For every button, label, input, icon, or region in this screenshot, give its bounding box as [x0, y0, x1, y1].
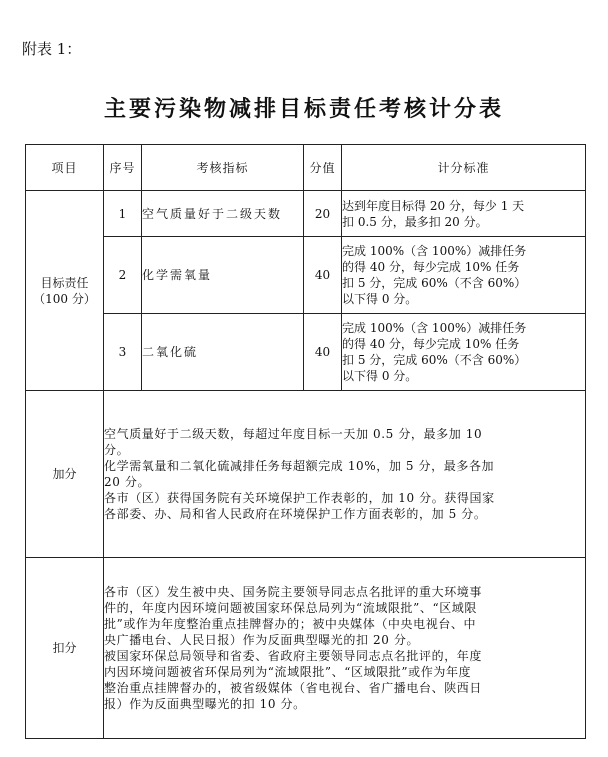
- score-cell: 40: [304, 237, 342, 314]
- indicator-cell: 化学需氧量: [142, 237, 304, 314]
- scoring-table: [25, 144, 586, 739]
- standard-cell: [342, 191, 586, 237]
- standard-line: 的得 40 分，每少完成 10% 任务: [342, 260, 520, 274]
- header-seq: 序号: [104, 145, 142, 191]
- attachment-label: 附表 1：: [22, 40, 82, 58]
- standard-line: 扣 5 分，完成 60%（不含 60%）: [342, 353, 527, 367]
- bonus-label: 加分: [26, 391, 104, 558]
- table-row: [26, 314, 586, 391]
- standard-line: 以下得 0 分。: [342, 292, 418, 306]
- goal-sub-label: （100 分）: [33, 291, 96, 306]
- standard-line: 扣 0.5 分，最多扣 20 分。: [342, 214, 488, 229]
- bonus-line: 分。: [104, 443, 130, 457]
- seq-cell: 2: [104, 237, 142, 314]
- page-title: 主要污染物减排目标责任考核计分表: [103, 96, 504, 122]
- penalty-content: [104, 558, 586, 739]
- indicator-cell: 二氧化硫: [142, 314, 304, 391]
- penalty-line: 整治重点挂牌督办的，被省级媒体（省电视台、省广播电台、陕西日: [104, 681, 483, 695]
- standard-line: 达到年度目标得 20 分，每少 1 天: [342, 198, 525, 213]
- penalty-line: 各市（区）发生被中央、国务院主要领导同志点名批评的重大环境事: [104, 585, 483, 599]
- penalty-row: [26, 558, 586, 739]
- penalty-label: 扣分: [26, 558, 104, 739]
- standard-line: 以下得 0 分。: [342, 369, 418, 383]
- header-standard: 计分标准: [342, 145, 586, 191]
- goal-section-label: [26, 191, 104, 391]
- standard-line: 完成 100%（含 100%）减排任务: [342, 321, 527, 335]
- penalty-line: 批”或作为年度整治重点挂牌督办的；被中央媒体（中央电视台、中: [104, 617, 477, 631]
- penalty-line: 件的，年度内因环境问题被国家环保总局列为“流域限批”、“区域限: [104, 601, 478, 615]
- score-cell: 20: [304, 191, 342, 237]
- bonus-line: 空气质量好于二级天数，每超过年度目标一天加 0.5 分，最多加 10: [104, 427, 483, 441]
- bonus-line: 各市（区）获得国务院有关环境保护工作表彰的，加 10 分。获得国家: [104, 491, 495, 505]
- standard-line: 的得 40 分，每少完成 10% 任务: [342, 337, 520, 351]
- bonus-line: 化学需氧量和二氧化硫减排任务每超额完成 10%，加 5 分，最多各加: [104, 459, 495, 473]
- goal-label: 目标责任: [40, 275, 89, 290]
- bonus-line: 各部委、办、局和省人民政府在环境保护工作方面表彰的，加 5 分。: [104, 507, 487, 521]
- header-item: 项目: [26, 145, 104, 191]
- standard-line: 扣 5 分，完成 60%（不含 60%）: [342, 276, 527, 290]
- standard-cell: [342, 314, 586, 391]
- header-indicator: 考核指标: [142, 145, 304, 191]
- penalty-line: 报）作为反面典型曝光的扣 10 分。: [104, 697, 306, 711]
- seq-cell: 3: [104, 314, 142, 391]
- score-cell: 40: [304, 314, 342, 391]
- table-row: [26, 237, 586, 314]
- penalty-line: 内因环境问题被省环保局列为“流域限批”、“区域限批”或作为年度: [104, 665, 472, 679]
- bonus-line: 20 分。: [104, 475, 151, 489]
- header-row: [26, 145, 586, 191]
- penalty-line: 被国家环保总局领导和省委、省政府主要领导同志点名批评的，年度: [104, 649, 483, 663]
- standard-line: 完成 100%（含 100%）减排任务: [342, 244, 527, 258]
- seq-cell: 1: [104, 191, 142, 237]
- penalty-line: 央广播电台、人民日报）作为反面典型曝光的扣 20 分。: [104, 633, 420, 647]
- bonus-row: [26, 391, 586, 558]
- standard-cell: [342, 237, 586, 314]
- indicator-cell: 空气质量好于二级天数: [142, 191, 304, 237]
- bonus-content: [104, 391, 586, 558]
- table-row: [26, 191, 586, 237]
- header-score: 分值: [304, 145, 342, 191]
